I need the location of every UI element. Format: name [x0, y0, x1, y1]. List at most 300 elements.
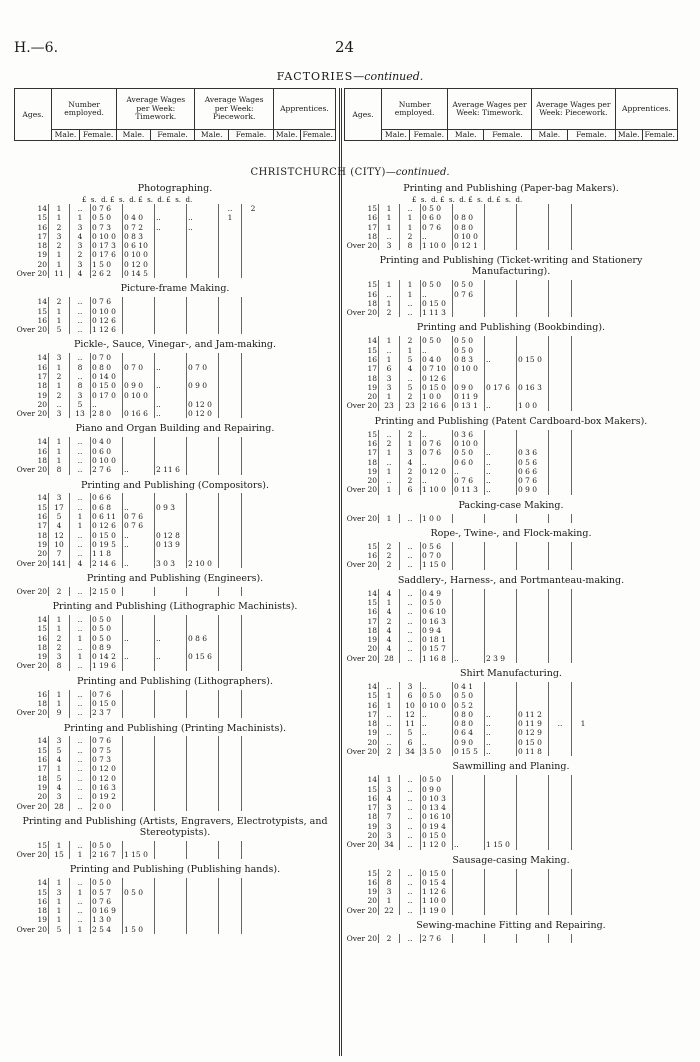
male-employed-cell: 9	[49, 708, 70, 717]
age-cell: 19	[344, 887, 379, 896]
piecework-female-cell	[187, 260, 219, 269]
piecework-male-cell	[155, 512, 187, 521]
apprentice-male-cell	[549, 906, 572, 915]
apprentice-female-cell	[242, 925, 265, 934]
male-employed-cell: 3	[49, 353, 70, 362]
piecework-male-cell	[155, 260, 187, 269]
male-employed-cell: 3	[49, 652, 70, 661]
apprentice-male-cell	[549, 280, 572, 289]
city-suffix: —continued.	[385, 167, 450, 178]
table-row	[344, 392, 594, 401]
table-row	[14, 755, 264, 764]
piecework-female-cell: ..	[187, 213, 219, 222]
timework-female-cell: 0 12 1	[453, 241, 485, 250]
timework-female-cell: ..	[123, 652, 155, 661]
timework-male-cell: 0 17 0	[91, 391, 123, 400]
age-cell: 18	[14, 381, 49, 390]
table-row	[14, 447, 264, 456]
timework-female-cell	[123, 690, 155, 699]
timework-female-cell	[453, 598, 485, 607]
table-row	[14, 213, 264, 222]
timework-male-cell: 0 19 5	[91, 540, 123, 549]
female-employed-cell: 1	[70, 888, 91, 897]
section-title: Photographing.	[137, 183, 213, 194]
piecework-male-cell: 1 15 0	[485, 840, 517, 849]
female-employed-cell: ..	[70, 456, 91, 465]
wages-table	[14, 841, 264, 860]
age-cell: 19	[344, 822, 379, 831]
age-cell: 20	[344, 831, 379, 840]
apprentice-male-cell	[549, 308, 572, 317]
apprentice-male-cell	[219, 634, 242, 643]
industry-section	[344, 323, 678, 410]
female-employed-cell: 1	[70, 213, 91, 222]
timework-male-cell: 0 16 9	[91, 906, 123, 915]
age-cell: 18	[14, 699, 49, 708]
female-employed-cell: 2	[400, 476, 421, 485]
female-employed-cell: 1	[70, 652, 91, 661]
header-male: Male.	[382, 130, 410, 141]
piecework-female-cell	[517, 654, 549, 663]
male-employed-cell: 1	[379, 355, 400, 364]
apprentice-female-cell	[572, 448, 595, 457]
female-employed-cell: ..	[70, 764, 91, 773]
female-employed-cell: 6	[400, 738, 421, 747]
industry-section	[14, 574, 336, 596]
male-employed-cell: 4	[379, 589, 400, 598]
age-cell: 20	[14, 260, 49, 269]
male-employed-cell: 1	[379, 213, 400, 222]
piecework-female-cell: 0 15 0	[517, 738, 549, 747]
timework-female-cell	[123, 587, 155, 596]
age-cell: 15	[14, 213, 49, 222]
piecework-male-cell	[155, 850, 187, 859]
timework-male-cell: ..	[91, 400, 123, 409]
age-cell: 14	[344, 775, 379, 784]
header-female: Female.	[150, 130, 195, 141]
male-employed-cell: 1	[49, 437, 70, 446]
apprentice-female-cell	[572, 223, 595, 232]
age-cell: 16	[344, 701, 379, 710]
female-employed-cell: ..	[400, 812, 421, 821]
timework-female-cell	[123, 802, 155, 811]
header-female: Female.	[79, 130, 116, 141]
timework-female-cell: 0 8 0	[453, 213, 485, 222]
male-employed-cell: 2	[49, 643, 70, 652]
age-cell: 17	[14, 521, 49, 530]
timework-female-cell	[123, 400, 155, 409]
piecework-male-cell	[485, 598, 517, 607]
apprentice-female-cell	[242, 643, 265, 652]
timework-male-cell: 0 7 6	[91, 736, 123, 745]
age-cell: 19	[344, 635, 379, 644]
apprentice-male-cell	[219, 437, 242, 446]
timework-male-cell: 0 5 0	[91, 615, 123, 624]
timework-male-cell: 2 8 0	[91, 409, 123, 418]
age-cell: Over 20	[14, 587, 49, 596]
male-employed-cell: 1	[379, 598, 400, 607]
apprentice-male-cell	[219, 878, 242, 887]
header-number-employed: Number employed.	[382, 89, 448, 130]
apprentice-female-cell	[242, 521, 265, 530]
male-employed-cell: 3	[379, 822, 400, 831]
table-row	[14, 353, 264, 362]
female-employed-cell: ..	[400, 374, 421, 383]
timework-female-cell: ..	[123, 634, 155, 643]
male-employed-cell: 1	[49, 624, 70, 633]
age-cell: Over 20	[344, 308, 379, 317]
section-title: Sewing-machine Fitting and Repairing.	[416, 920, 606, 932]
header-avg-timework: Average Wages per Week: Timework.	[448, 89, 532, 130]
age-cell: 20	[14, 400, 49, 409]
age-cell: 19	[14, 915, 49, 924]
piecework-male-cell	[155, 746, 187, 755]
age-cell: 18	[14, 774, 49, 783]
section-title: Rope-, Twine-, and Flock-making.	[430, 527, 592, 539]
apprentice-female-cell	[242, 888, 265, 897]
male-employed-cell: 10	[49, 540, 70, 549]
table-row	[344, 701, 594, 710]
timework-female-cell: 0 8 0	[453, 223, 485, 232]
age-cell: Over 20	[14, 661, 49, 670]
male-employed-cell: 1	[49, 447, 70, 456]
apprentice-female-cell	[572, 906, 595, 915]
female-employed-cell: 6	[400, 691, 421, 700]
apprentice-female-cell	[242, 690, 265, 699]
piecework-female-cell: 0 3 6	[517, 448, 549, 457]
apprentice-male-cell	[219, 690, 242, 699]
table-row	[344, 728, 594, 737]
piecework-male-cell	[485, 785, 517, 794]
table-row	[344, 812, 594, 821]
apprentice-female-cell	[242, 559, 265, 568]
table-row	[344, 598, 594, 607]
timework-female-cell	[123, 307, 155, 316]
timework-female-cell	[453, 514, 485, 523]
timework-male-cell: 0 5 7	[91, 888, 123, 897]
industry-section	[344, 856, 678, 915]
apprentice-female-cell	[242, 250, 265, 259]
table-row	[14, 316, 264, 325]
piecework-male-cell	[155, 447, 187, 456]
table-row	[344, 346, 594, 355]
timework-male-cell: 0 7 6	[421, 448, 453, 457]
table-row	[14, 325, 264, 334]
female-employed-cell: 13	[70, 409, 91, 418]
timework-female-cell	[123, 841, 155, 850]
timework-female-cell: ..	[123, 503, 155, 512]
piecework-male-cell	[155, 624, 187, 633]
apprentice-male-cell	[549, 439, 572, 448]
apprentice-male-cell	[219, 232, 242, 241]
wages-table	[14, 297, 264, 334]
industry-section	[344, 576, 678, 663]
female-employed-cell: 1	[400, 213, 421, 222]
age-cell: 15	[344, 430, 379, 439]
apprentice-male-cell	[549, 551, 572, 560]
timework-male-cell: 0 5 0	[421, 336, 453, 345]
table-row	[14, 297, 264, 306]
apprentice-female-cell	[242, 652, 265, 661]
apprentice-male-cell	[549, 775, 572, 784]
piecework-male-cell	[485, 626, 517, 635]
age-cell: 15	[14, 624, 49, 633]
table-row	[344, 682, 594, 691]
industry-section	[344, 762, 678, 849]
apprentice-male-cell	[219, 521, 242, 530]
male-employed-cell: 1	[379, 896, 400, 905]
timework-male-cell: ..	[421, 476, 453, 485]
table-row	[14, 269, 264, 278]
piecework-female-cell	[517, 364, 549, 373]
apprentice-male-cell	[549, 476, 572, 485]
apprentice-male-cell	[219, 241, 242, 250]
timework-male-cell: 0 7 0	[421, 551, 453, 560]
piecework-male-cell	[485, 775, 517, 784]
apprentice-female-cell	[572, 896, 595, 905]
timework-female-cell: 0 10 0	[453, 232, 485, 241]
section-title: Printing and Publishing (Ticket-writing and Stationery Manufacturing).	[379, 255, 643, 278]
female-employed-cell: 23	[400, 401, 421, 410]
age-cell: 15	[14, 503, 49, 512]
age-cell: 18	[344, 299, 379, 308]
industry-section	[344, 184, 678, 250]
piecework-male-cell	[155, 708, 187, 717]
female-employed-cell: 5	[400, 728, 421, 737]
timework-male-cell: 0 4 9	[421, 589, 453, 598]
piecework-female-cell	[517, 775, 549, 784]
apprentice-male-cell	[219, 372, 242, 381]
apprentice-female-cell	[572, 644, 595, 653]
timework-male-cell: 1 19 6	[91, 661, 123, 670]
timework-male-cell: 0 5 0	[91, 841, 123, 850]
timework-male-cell: 1 12 6	[91, 325, 123, 334]
table-row	[344, 878, 594, 887]
apprentice-male-cell	[219, 906, 242, 915]
header-ages: Ages.	[15, 89, 52, 141]
apprentice-female-cell	[572, 785, 595, 794]
piecework-male-cell	[155, 353, 187, 362]
industry-section	[14, 865, 336, 934]
apprentice-male-cell	[549, 878, 572, 887]
piecework-male-cell	[485, 635, 517, 644]
age-cell: 16	[14, 363, 49, 372]
apprentice-female-cell	[572, 458, 595, 467]
male-employed-cell: 2	[379, 560, 400, 569]
apprentice-female-cell	[572, 682, 595, 691]
table-row	[344, 401, 594, 410]
piecework-female-cell	[517, 223, 549, 232]
female-employed-cell: 4	[70, 232, 91, 241]
piecework-male-cell	[485, 831, 517, 840]
timework-male-cell: 1 10 0	[421, 485, 453, 494]
male-employed-cell: 1	[379, 299, 400, 308]
age-cell: Over 20	[344, 747, 379, 756]
industry-section	[344, 669, 678, 756]
apprentice-female-cell	[572, 635, 595, 644]
female-employed-cell: ..	[70, 316, 91, 325]
timework-male-cell: 0 6 0	[421, 213, 453, 222]
column-divider	[339, 88, 340, 1056]
apprentice-male-cell	[549, 682, 572, 691]
male-employed-cell: 1	[49, 381, 70, 390]
female-employed-cell: ..	[70, 503, 91, 512]
timework-male-cell: 0 15 7	[421, 644, 453, 653]
timework-female-cell: 0 7 6	[123, 521, 155, 530]
timework-female-cell: 0 13 1	[453, 401, 485, 410]
female-employed-cell: ..	[70, 802, 91, 811]
timework-female-cell: 0 15 5	[453, 747, 485, 756]
male-employed-cell: 1	[379, 485, 400, 494]
female-employed-cell: ..	[70, 372, 91, 381]
apprentice-female-cell	[572, 336, 595, 345]
table-row	[344, 822, 594, 831]
timework-female-cell	[123, 316, 155, 325]
apprentice-male-cell	[219, 888, 242, 897]
timework-male-cell: 0 15 0	[91, 531, 123, 540]
section-title: Sawmilling and Planing.	[452, 761, 570, 773]
male-employed-cell: 2	[49, 241, 70, 250]
piecework-male-cell: 0 13 9	[155, 540, 187, 549]
piecework-male-cell: ..	[155, 634, 187, 643]
table-row	[344, 241, 594, 250]
piecework-female-cell	[187, 297, 219, 306]
apprentice-male-cell	[549, 803, 572, 812]
table-row	[14, 241, 264, 250]
piecework-male-cell	[155, 521, 187, 530]
male-employed-cell: ..	[379, 710, 400, 719]
table-row	[14, 587, 264, 596]
piecework-female-cell	[187, 269, 219, 278]
apprentice-male-cell	[549, 346, 572, 355]
header-female: Female.	[410, 130, 448, 141]
age-cell: Over 20	[14, 409, 49, 418]
timework-male-cell: 0 7 10	[421, 364, 453, 373]
timework-female-cell: 0 5 2	[453, 701, 485, 710]
header-male: Male.	[448, 130, 484, 141]
piecework-female-cell	[187, 746, 219, 755]
table-row	[344, 794, 594, 803]
piecework-male-cell	[155, 307, 187, 316]
wages-table	[14, 493, 264, 567]
table-row	[344, 617, 594, 626]
apprentice-female-cell	[572, 775, 595, 784]
apprentice-male-cell	[219, 316, 242, 325]
piecework-female-cell: ..	[187, 223, 219, 232]
male-employed-cell: 8	[379, 878, 400, 887]
piecework-female-cell	[517, 644, 549, 653]
female-employed-cell: 3	[70, 223, 91, 232]
table-row	[14, 260, 264, 269]
female-employed-cell: 8	[400, 241, 421, 250]
timework-male-cell: 0 15 0	[421, 831, 453, 840]
apprentice-male-cell	[549, 896, 572, 905]
timework-female-cell	[453, 775, 485, 784]
timework-male-cell: 0 7 6	[91, 897, 123, 906]
apprentice-female-cell	[242, 661, 265, 670]
table-row	[14, 915, 264, 924]
piecework-female-cell	[187, 531, 219, 540]
apprentice-male-cell	[549, 392, 572, 401]
apprentice-male-cell	[549, 840, 572, 849]
male-employed-cell: 7	[49, 549, 70, 558]
male-employed-cell: 1	[49, 213, 70, 222]
table-row	[14, 549, 264, 558]
male-employed-cell: 1	[379, 204, 400, 213]
male-employed-cell: 34	[379, 840, 400, 849]
piecework-male-cell	[155, 774, 187, 783]
apprentice-female-cell	[572, 213, 595, 222]
header-apprentices: Apprentices.	[615, 89, 677, 130]
apprentice-female-cell	[572, 822, 595, 831]
male-employed-cell: 4	[379, 607, 400, 616]
apprentice-female-cell	[242, 897, 265, 906]
apprentice-male-cell	[549, 232, 572, 241]
industry-section	[344, 529, 678, 570]
timework-female-cell: 0 7 2	[123, 223, 155, 232]
piecework-female-cell: 0 16 3	[517, 383, 549, 392]
timework-male-cell: 0 19 2	[91, 792, 123, 801]
female-employed-cell: 3	[70, 241, 91, 250]
apprentice-female-cell	[572, 598, 595, 607]
timework-female-cell	[453, 934, 485, 943]
piecework-male-cell	[485, 542, 517, 551]
apprentice-female-cell	[242, 624, 265, 633]
industry-section	[14, 284, 336, 334]
table-row	[14, 372, 264, 381]
female-employed-cell: ..	[70, 643, 91, 652]
timework-male-cell: 2 7 6	[91, 465, 123, 474]
timework-male-cell: 0 16 3	[91, 783, 123, 792]
apprentice-female-cell	[242, 708, 265, 717]
male-employed-cell: 5	[49, 746, 70, 755]
timework-male-cell: 0 7 3	[91, 223, 123, 232]
male-employed-cell: 2	[379, 439, 400, 448]
piecework-male-cell	[485, 934, 517, 943]
female-employed-cell: ..	[70, 297, 91, 306]
male-employed-cell: 2	[49, 297, 70, 306]
male-employed-cell: 6	[379, 364, 400, 373]
apprentice-female-cell	[572, 308, 595, 317]
timework-female-cell	[123, 792, 155, 801]
piecework-male-cell	[485, 280, 517, 289]
age-cell: 16	[14, 755, 49, 764]
piecework-female-cell	[517, 831, 549, 840]
piecework-male-cell	[485, 812, 517, 821]
industry-section	[344, 501, 678, 523]
apprentice-male-cell	[219, 774, 242, 783]
age-cell: 19	[14, 540, 49, 549]
timework-male-cell: 0 7 6	[421, 223, 453, 232]
piecework-male-cell	[485, 308, 517, 317]
apprentice-male-cell	[219, 447, 242, 456]
piecework-male-cell	[485, 204, 517, 213]
timework-male-cell: 0 5 0	[421, 775, 453, 784]
age-cell: 16	[344, 551, 379, 560]
timework-female-cell	[123, 699, 155, 708]
currency-header: £ s. d. £ s. d. £ s. d. £ s. d.	[412, 195, 523, 204]
apprentice-female-cell	[572, 654, 595, 663]
female-employed-cell: ..	[70, 531, 91, 540]
apprentice-female-cell	[242, 755, 265, 764]
header-male: Male.	[195, 130, 229, 141]
apprentice-female-cell	[242, 774, 265, 783]
age-cell: 16	[344, 607, 379, 616]
apprentice-female-cell	[572, 485, 595, 494]
piecework-male-cell	[155, 437, 187, 446]
apprentice-male-cell	[549, 831, 572, 840]
apprentice-male-cell	[219, 652, 242, 661]
